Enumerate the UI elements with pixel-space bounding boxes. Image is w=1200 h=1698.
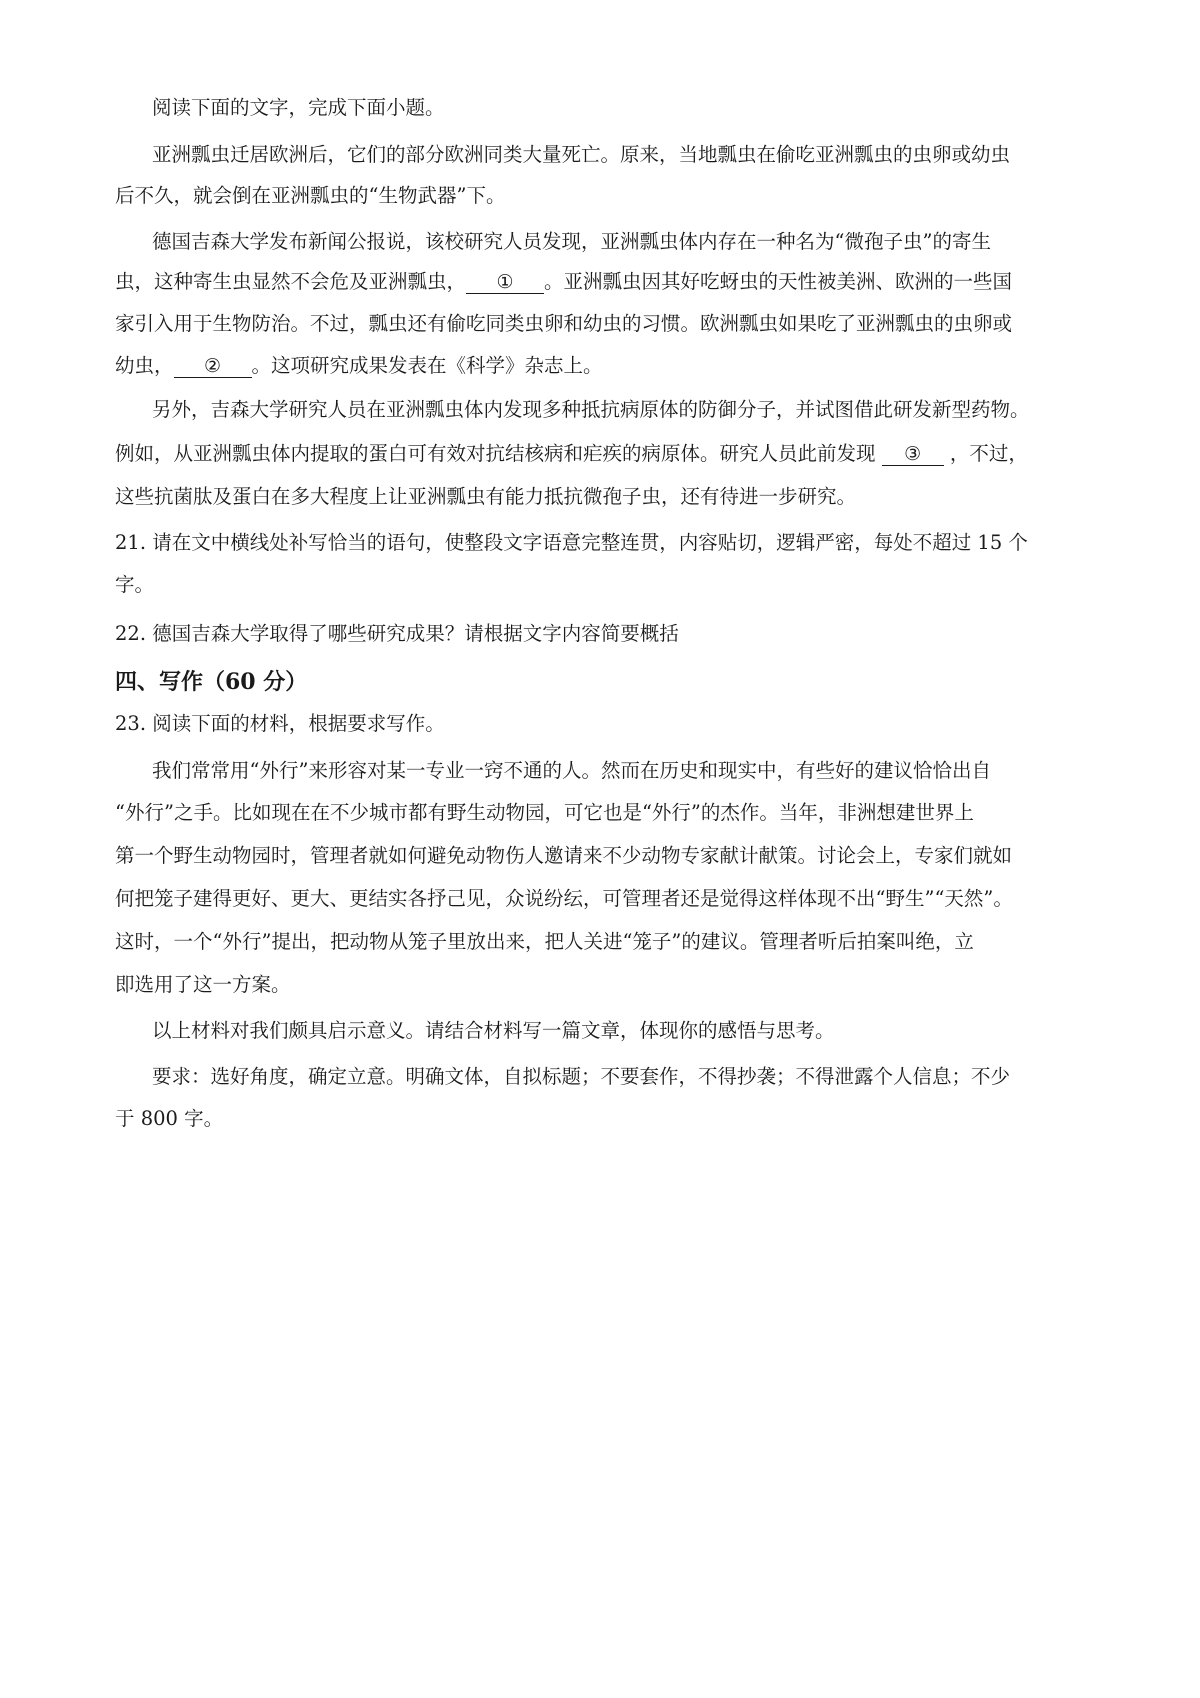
material-line1: 我们常常用“外行”来形容对某一专业一窍不通的人。然而在历史和现实中，有些好的建议恰恰出自 xyxy=(152,759,991,782)
question-21-line2: 字。 xyxy=(115,573,155,596)
passage-text: 。这项研究成果发表在《科学》杂志上。 xyxy=(251,354,603,377)
passage-text: 例如，从亚洲瓢虫体内提取的蛋白可有效对抗结核病和疟疾的病原体。研究人员此前发现 xyxy=(115,442,882,465)
material-line6: 即选用了这一方案。 xyxy=(115,973,291,996)
material-line2: “外行”之手。比如现在在不少城市都有野生动物园，可它也是“外行”的杰作。当年，非洲想建世界上 xyxy=(115,801,974,824)
question-22: 22. 德国吉森大学取得了哪些研究成果？请根据文字内容简要概括 xyxy=(115,622,679,645)
passage-p1-line1: 亚洲瓢虫迁居欧洲后，它们的部分欧洲同类大量死亡。原来，当地瓢虫在偷吃亚洲瓢虫的虫卵或幼虫 xyxy=(152,143,1011,166)
material-line4: 何把笼子建得更好、更大、更结实各抒己见，众说纷纭，可管理者还是觉得这样体现不出“野生”“天然”。 xyxy=(115,887,1013,910)
passage-p2-line2 xyxy=(115,269,1100,295)
passage-p3-line2 xyxy=(115,441,1100,467)
passage-text: 幼虫， xyxy=(115,354,174,377)
passage-p2-line1: 德国吉森大学发布新闻公报说，该校研究人员发现，亚洲瓢虫体内存在一种名为“微孢子虫”的寄生 xyxy=(152,230,991,253)
writing-prompt: 以上材料对我们颇具启示意义。请结合材料写一篇文章，体现你的感悟与思考。 xyxy=(152,1019,835,1042)
passage-text: 。亚洲瓢虫因其好吃蚜虫的天性被美洲、欧洲的一些国 xyxy=(544,270,1013,293)
writing-requirements-line1: 要求：选好角度，确定立意。明确文体，自拟标题；不要套作，不得抄袭；不得泄露个人信息；不少 xyxy=(152,1065,1011,1088)
fill-blank-2[interactable]: ② xyxy=(174,355,252,378)
passage-p3-line3: 这些抗菌肽及蛋白在多大程度上让亚洲瓢虫有能力抵抗微孢子虫，还有待进一步研究。 xyxy=(115,485,857,508)
passage-p3-line1: 另外，吉森大学研究人员在亚洲瓢虫体内发现多种抵抗病原体的防御分子，并试图借此研发新型药物。 xyxy=(152,398,1030,421)
question-21-line1: 21. 请在文中横线处补写恰当的语句，使整段文字语意完整连贯，内容贴切，逻辑严密，每处不超过 15 个 xyxy=(115,531,1028,554)
passage-text: 虫，这种寄生虫显然不会危及亚洲瓢虫， xyxy=(115,270,467,293)
passage-p2-line4 xyxy=(115,353,1100,379)
section-title-writing: 四、写作（60 分） xyxy=(115,669,308,695)
reading-instruction: 阅读下面的文字，完成下面小题。 xyxy=(152,96,445,119)
writing-requirements-line2: 于 800 字。 xyxy=(115,1107,224,1130)
fill-blank-3[interactable]: ③ xyxy=(882,443,944,466)
passage-p1-line2: 后不久，就会倒在亚洲瓢虫的“生物武器”下。 xyxy=(115,184,506,207)
question-23: 23. 阅读下面的材料，根据要求写作。 xyxy=(115,712,445,735)
material-line5: 这时，一个“外行”提出，把动物从笼子里放出来，把人关进“笼子”的建议。管理者听后拍案叫绝，立 xyxy=(115,930,974,953)
passage-p2-line3: 家引入用于生物防治。不过，瓢虫还有偷吃同类虫卵和幼虫的习惯。欧洲瓢虫如果吃了亚洲瓢虫的虫卵或 xyxy=(115,312,1013,335)
passage-text: ，不过， xyxy=(943,442,1028,465)
material-line3: 第一个野生动物园时，管理者就如何避免动物伤人邀请来不少动物专家献计献策。讨论会上，专家们就如 xyxy=(115,844,1013,867)
fill-blank-1[interactable]: ① xyxy=(466,271,544,294)
